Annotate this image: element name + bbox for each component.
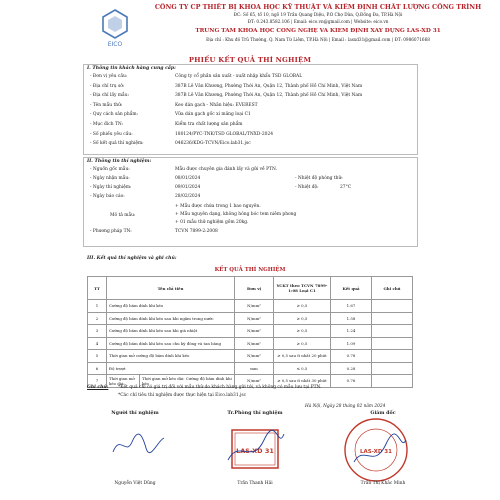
method-label: - Phương pháp TN: [90,229,132,234]
cell-unit: N/mm² [235,337,274,350]
eico-logo [100,8,130,48]
col-note: Ghi chú [372,277,413,300]
table-row [88,325,413,338]
report-title: PHIẾU KẾT QUẢ THÍ NGHIỆM [188,56,312,64]
results-header-row [88,277,413,300]
cell-name: Thời gian mở kéo dài: Cường độ bám dính khi kéo [140,375,235,388]
sample-desc-line: + Mẫu được chứa trong 1 bao nguyên. [175,204,261,209]
cell-requirement: ≥ 0,5 [274,337,331,350]
cell-unit: N/mm² [235,325,274,338]
signer-name-lab-head: Trần Thanh Hải [237,481,273,486]
table-row [88,362,413,375]
table-row [88,350,413,363]
info-label: - Đơn vị yêu cầu: [90,74,128,79]
cell-tt: 6 [88,362,107,375]
cell-name: Thời gian mở cường độ bám dính khi kéo [107,350,235,363]
note-line: *Kết quả chỉ có giá trị đối với mẫu thử do khách hàng gửi tới, và không có mẫu lưu tại PTN. [118,385,322,390]
col-name: Tên chỉ tiêu [107,277,235,300]
sample-desc-label: Mô tả mẫu: [110,213,136,218]
cell-note [372,325,413,338]
info-value: 387B Lê Văn Khương, Phường Thới An, Quận 12, Thành phố Hồ Chí Minh, Việt Nam [175,93,363,99]
signer-name-tester: Nguyễn Việt Dũng [114,481,156,486]
cell-requirement: ≥ 0,5 [274,312,331,325]
results-title: KẾT QUẢ THÍ NGHIỆM [214,267,286,273]
cell-requirement: ≥ 0,5 [274,300,331,313]
cell-name: Cường độ bám dính khi kéo sau khi già nhiệt [107,325,235,338]
cell-result: 1.58 [331,312,372,325]
col-tt: TT [88,277,107,300]
company-address: ĐC: Số 65, tổ 10, ngõ 19 Trần Quang Diệu, P.Ô Chợ Dừa, Q.Đống Đa, TP.Hà Nội [233,12,403,17]
info-value: Kiểm tra chất lượng sản phẩm [175,122,243,127]
cell-note [372,337,413,350]
cell-result: 0.28 [331,362,372,375]
cell-note [372,300,413,313]
test-info-value: Mẫu được chuyên gia đánh lấy và gửi về PTN. [175,167,277,172]
cell-name: Cường độ bám dính khi kéo sau chu kỳ đóng và tan băng [107,337,235,350]
note-line: *Các chỉ tiêu thí nghiệm được thực hiện tại Eico.lab31.jsc [118,393,247,398]
cell-unit: N/mm² [235,300,274,313]
report-header [0,0,500,54]
table-row [88,337,413,350]
section2-heading: II. Thông tin thí nghiệm: [87,159,152,164]
cell-tt: 7 [88,375,107,388]
signer-name-director: Trần Thị Khắc Minh [360,481,406,486]
cell-result: 0.78 [331,350,372,363]
cell-group: Thời gian mở kéo dài: [107,375,140,388]
info-value: 387B Lê Văn Khương, Phường Thới An, Quận 12, Thành phố Hồ Chí Minh, Việt Nam [175,83,363,89]
company-stamp-text: LAS-XD 31 [360,449,392,455]
cell-name: Cường độ bám dính khi kéo [107,300,235,313]
table-row [88,300,413,313]
cell-unit: N/mm² [235,312,274,325]
signer-role-lab-head: Tr.Phòng thí nghiệm [227,410,283,416]
cell-unit: N/mm² [235,375,274,388]
lab-address: Địa chỉ : Khu đô Trũ Thường, Q. Nam Từ Liêm, TP.Hà Nội | Email : lasxd31@gmail.com | ĐT: 0986071668 [206,37,430,42]
info-label: - Quy cách sản phẩm: [90,112,139,118]
cell-requirement: ≥ 0,5 sau ít nhất 20 phút [274,350,331,363]
lab-stamp-text: LAS-XD 31 [236,447,274,455]
test-info-label: - Ngày báo cáo: [90,194,125,199]
cell-requirement: ≤ 0,5 [274,362,331,375]
info-value: 180124/PYC-TNK/TSD GLOBAL/TNXD-2024 [175,131,274,137]
company-stamp [340,414,412,486]
test-info-value: 08/01/2024 [175,176,201,181]
col-unit: Đơn vị [235,277,274,300]
test-info-value: 28/02/2024 [175,194,201,199]
company-contact: ĐT: 0.243.8582.106 | Email: eico.vn@gmail.com | Website: eico.vn [247,19,389,24]
info-label: - Mục đích TN: [90,122,124,127]
cell-result: 1.67 [331,300,372,313]
signer-role-tester: Người thí nghiệm [111,410,159,416]
cell-result: 1.09 [331,337,372,350]
info-value: Keo dán gạch - Nhãn hiệu: EVEREST [175,102,258,108]
info-label: - Số phiếu yêu cầu: [90,131,133,137]
lab-stamp [226,420,286,480]
sample-desc-line: + Mẫu nguyên dạng, không hóng bóc tem niêm phong [175,212,297,217]
table-row [88,312,413,325]
test-info-label: - Nguồn gốc mẫu: [90,167,130,172]
cell-tt: 1 [88,300,107,313]
cell-result: 0.76 [331,375,372,388]
center-name: TRUNG TÂM KHOA HỌC CÔNG NGHỆ VÀ KIỂM ĐỊNH XÂY DỰNG LAS-XD 31 [195,28,441,34]
cell-note [372,375,413,388]
test-info-value: 09/01/2024 [175,185,201,190]
cell-tt: 3 [88,325,107,338]
notes-heading: Ghi chú: [87,385,109,390]
info-value: Công ty cổ phần sản xuất - xuất nhập khẩu TSD GLOBAL [175,74,303,79]
cell-requirement: ≥ 0,5 [274,325,331,338]
col-result: Kết quả [331,277,372,300]
cell-unit: N/mm² [235,350,274,363]
info-label: - Tên mẫu thử: [90,102,123,108]
cell-result: 1.24 [331,325,372,338]
method-value: TCVN 7899-2:2008 [175,229,218,234]
tester-signature [108,430,168,460]
info-value: 046236/KDG-TCVN/Eico.lab31.jsc [175,141,251,147]
signer-role-director: Giám đốc [370,410,396,416]
test-info-label: - Ngày thí nghiệm: [90,185,132,190]
cell-note [372,350,413,363]
cell-name: Cường độ bám dính khi kéo sau khi ngâm trong nước [107,312,235,325]
info-label: - Địa chỉ trụ sở: [90,83,125,89]
cell-note [372,312,413,325]
section1-heading: I. Thông tin khách hàng cung cấp: [87,66,176,71]
results-table [87,276,413,388]
test-info-extra-value: 27°C [340,185,352,190]
test-info-extra-label: - Nhiệt độ: [295,185,319,190]
logo-text: EICO [107,41,123,48]
cell-tt: 4 [88,337,107,350]
test-info-extra-label: - Nhiệt độ phòng thử: [295,176,343,181]
test-info-label: - Ngày nhận mẫu: [90,176,130,181]
sample-desc-line: + 01 mẫu thử nghiệm gồm 20kg. [175,220,249,225]
cell-unit: mm [235,362,274,375]
info-label: - Địa chỉ lấy mẫu: [90,93,130,99]
section3-heading: III. Kết quả thí nghiệm và ghi chú: [87,256,177,261]
place-date: Hà Nội, Ngày 28 tháng 02 năm 2024 [305,404,386,409]
col-requirement: YCKT theo TCVN 7899-1:08 Loại C1 [274,277,331,300]
cell-note [372,362,413,375]
company-name: CÔNG TY CP THIẾT BỊ KHOA HỌC KỸ THUẬT VÀ KIỂM ĐỊNH CHẤT LƯỢNG CÔNG TRÌNH [154,3,482,11]
cell-requirement: ≥ 0,5 sau ít nhất 30 phút [274,375,331,388]
info-label: - Số kết quả thí nghiệm: [90,141,144,147]
info-value: Vữa dán gạch gốc xi măng loại C1 [175,112,251,118]
cell-name: Độ trượt [107,362,235,375]
cell-tt: 2 [88,312,107,325]
cell-tt: 5 [88,350,107,363]
